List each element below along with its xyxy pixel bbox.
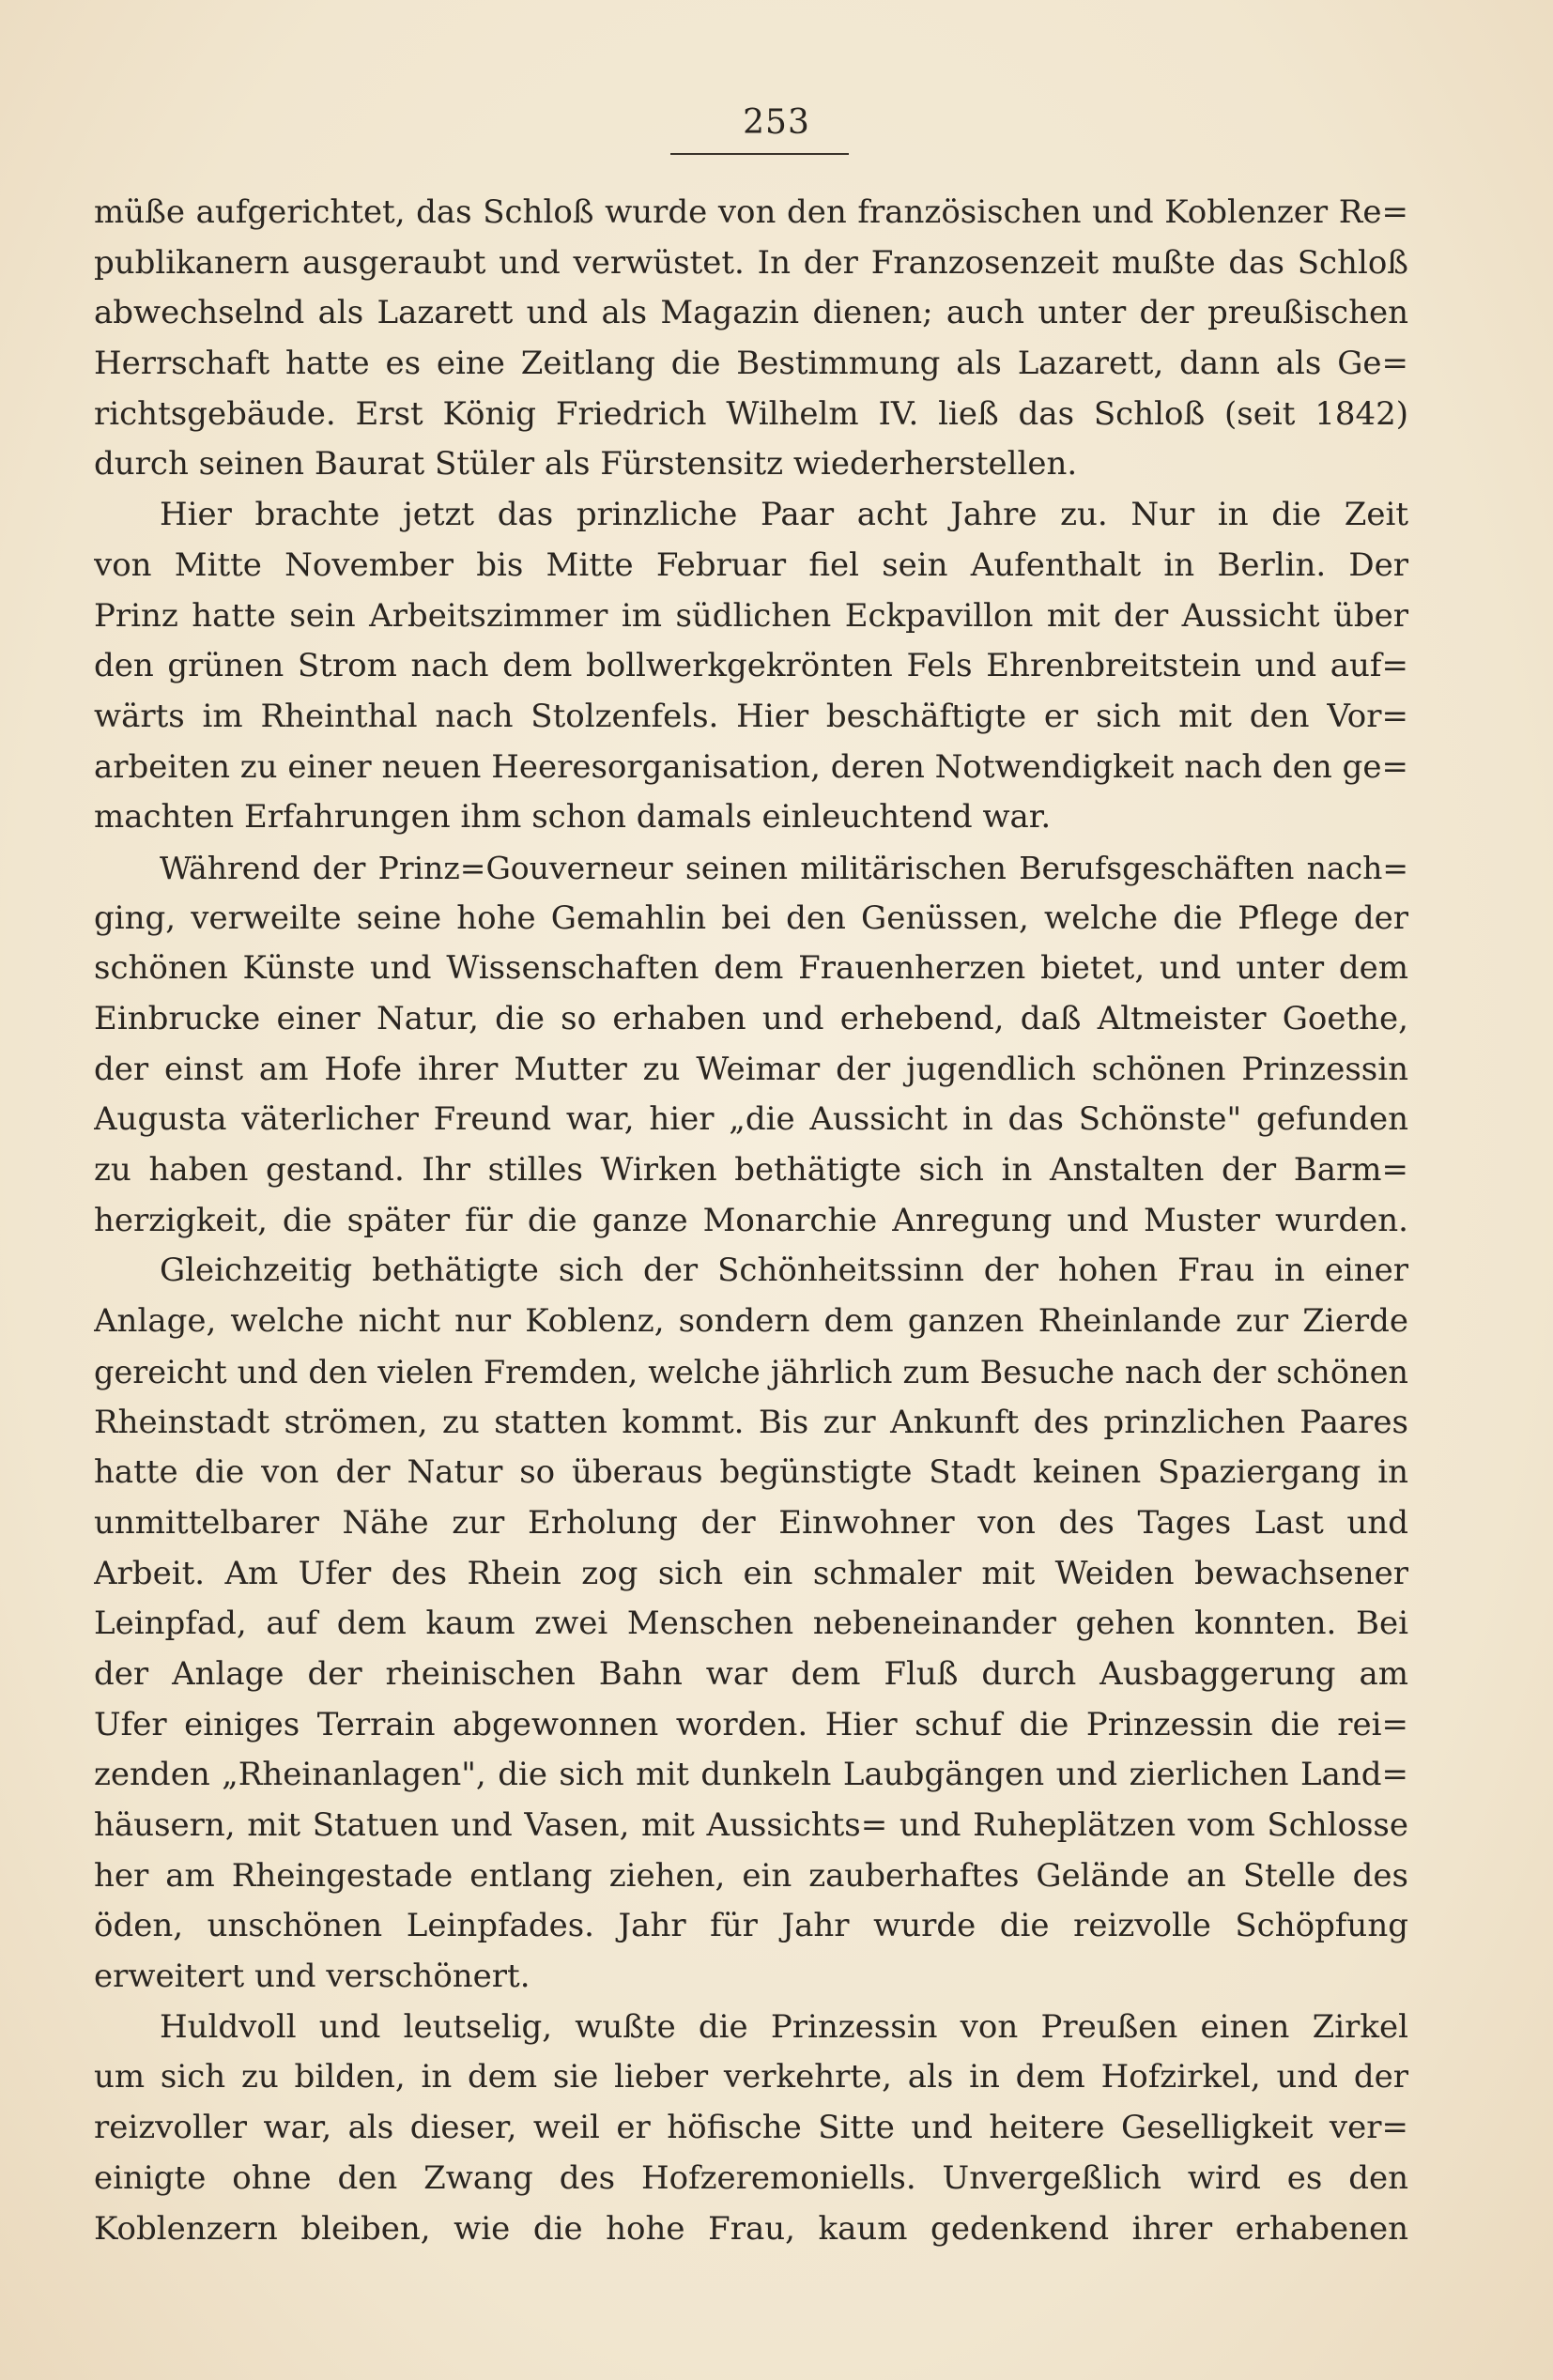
text-line: Koblenzern bleiben, wie die hohe Frau, kaum gedenkend ihrer erhabenen <box>94 2209 1408 2248</box>
text-line: der Anlage der rheinischen Bahn war dem Fluß durch Ausbaggerung am <box>94 1654 1408 1693</box>
text-line: erweitert und verschönert. <box>94 1958 530 1996</box>
text-line: Prinz hatte sein Arbeitszimmer im südlichen Eckpavillon mit der Aussicht über <box>94 596 1408 635</box>
text-line: hatte die von der Natur so überaus begünstigte Stadt keinen Spaziergang in <box>94 1453 1408 1492</box>
text-line: häusern, mit Statuen und Vasen, mit Aussichts= und Ruheplätzen vom Schlosse <box>94 1806 1408 1844</box>
text-line: gereicht und den vielen Fremden, welche jährlich zum Besuche nach der schönen <box>94 1353 1408 1390</box>
text-line: zu haben gestand. Ihr stilles Wirken bethätigte sich in Anstalten der Barm= <box>94 1151 1408 1190</box>
text-line: Arbeit. Am Ufer des Rhein zog sich ein schmaler mit Weiden bewachsener <box>94 1554 1408 1592</box>
header-rule <box>670 153 849 155</box>
text-line: Ufer einiges Terrain abgewonnen worden. Hier schuf die Prinzessin die rei= <box>94 1705 1408 1743</box>
text-line: von Mitte November bis Mitte Februar fiel sein Aufenthalt in Berlin. Der <box>94 545 1408 584</box>
text-line: machten Erfahrungen ihm schon damals einleuchtend war. <box>94 798 1052 837</box>
text-line: wärts im Rheinthal nach Stolzenfels. Hier beschäftigte er sich mit den Vor= <box>94 697 1408 735</box>
text-line: Anlage, welche nicht nur Koblenz, sondern dem ganzen Rheinlande zur Zierde <box>94 1302 1408 1341</box>
body-text <box>94 188 1408 2254</box>
text-line: müße aufgerichtet, das Schloß wurde von den französischen und Koblenzer Re= <box>94 193 1408 231</box>
text-line: arbeiten zu einer neuen Heeresorganisation, deren Notwendigkeit nach den ge= <box>94 747 1408 786</box>
page-number: 253 <box>743 103 810 142</box>
text-line: reizvoller war, als dieser, weil er höfische Sitte und heitere Geselligkeit ver= <box>94 2109 1408 2147</box>
text-line: Einbrucke einer Natur, die so erhaben und erhebend, daß Altmeister Goethe, <box>94 1000 1408 1037</box>
text-line: publikanern ausgeraubt und verwüstet. In der Franzosenzeit mußte das Schloß <box>94 243 1408 282</box>
text-line: schönen Künste und Wissenschaften dem Frauenherzen bietet, und unter dem <box>94 949 1408 988</box>
text-line: um sich zu bilden, in dem sie lieber verkehrte, als in dem Hofzirkel, und der <box>94 2058 1408 2096</box>
text-line: ging, verweilte seine hohe Gemahlin bei den Genüssen, welche die Pflege der <box>94 898 1408 937</box>
text-line: zenden „Rheinanlagen", die sich mit dunkeln Laubgängen und zierlichen Land= <box>94 1756 1408 1794</box>
text-line: den grünen Strom nach dem bollwerkgekrönten Fels Ehrenbreitstein und auf= <box>94 647 1408 685</box>
text-line: richtsgebäude. Erst König Friedrich Wilhelm IV. ließ das Schloß (seit 1842) <box>94 394 1408 433</box>
text-line: Hier brachte jetzt das prinzliche Paar acht Jahre zu. Nur in die Zeit <box>160 496 1408 534</box>
text-line: unmittelbarer Nähe zur Erholung der Einwohner von des Tages Last und <box>94 1503 1408 1542</box>
text-line: einigte ohne den Zwang des Hofzeremoniells. Unvergeßlich wird es den <box>94 2158 1408 2197</box>
text-line: Leinpfad, auf dem kaum zwei Menschen nebeneinander gehen konnten. Bei <box>94 1605 1408 1643</box>
text-line: Rheinstadt strömen, zu statten kommt. Bis zur Ankunft des prinzlichen Paares <box>94 1403 1408 1441</box>
text-line: her am Rheingestade entlang ziehen, ein zauberhaftes Gelände an Stelle des <box>94 1856 1408 1895</box>
text-line: Gleichzeitig bethätigte sich der Schönheitssinn der hohen Frau in einer <box>160 1251 1408 1290</box>
text-line: abwechselnd als Lazarett und als Magazin dienen; auch unter der preußischen <box>94 294 1408 332</box>
text-line: Während der Prinz=Gouverneur seinen militärischen Berufsgeschäften nach= <box>160 849 1408 886</box>
text-line: Augusta väterlicher Freund war, hier „die Aussicht in das Schönste" gefunden <box>94 1100 1408 1139</box>
text-line: öden, unschönen Leinpfades. Jahr für Jahr wurde die reizvolle Schöpfung <box>94 1907 1408 1945</box>
text-line: Huldvoll und leutselig, wußte die Prinzessin von Preußen einen Zirkel <box>160 2007 1408 2046</box>
text-line: herzigkeit, die später für die ganze Monarchie Anregung und Muster wurden. <box>94 1201 1408 1239</box>
text-line: Herrschaft hatte es eine Zeitlang die Bestimmung als Lazarett, dann als Ge= <box>94 345 1408 383</box>
text-line: durch seinen Baurat Stüler als Fürstensitz wiederherstellen. <box>94 445 1078 484</box>
text-line: der einst am Hofe ihrer Mutter zu Weimar der jugendlich schönen Prinzessin <box>94 1050 1408 1088</box>
